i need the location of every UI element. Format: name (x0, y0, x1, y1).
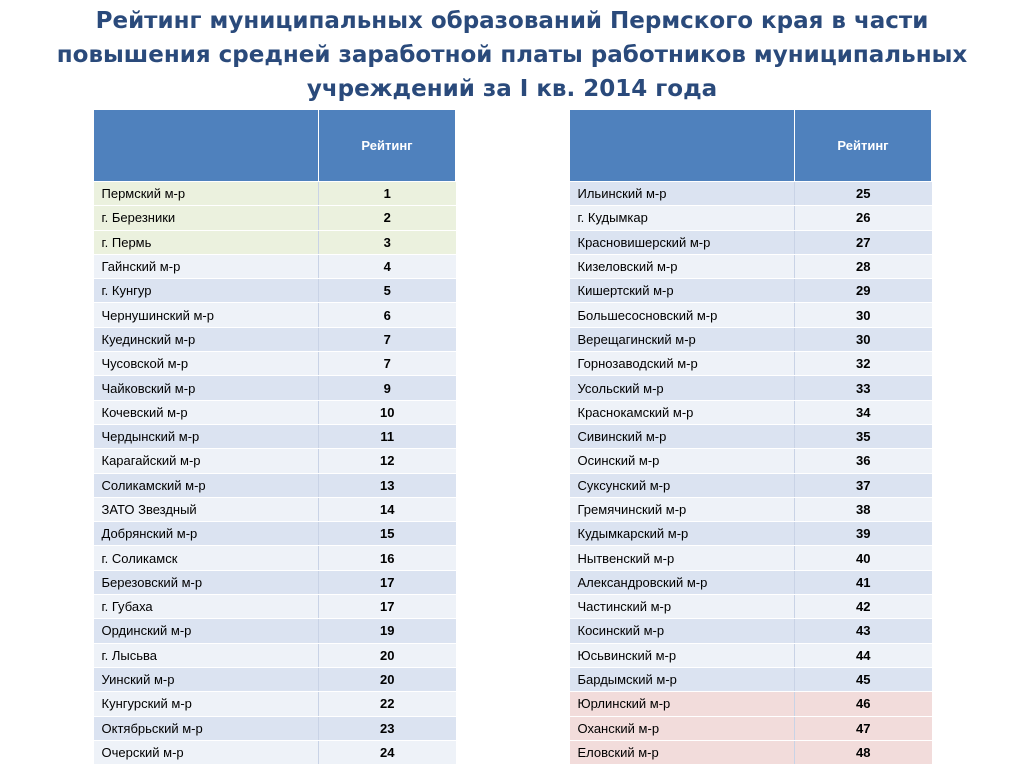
municipality-name: Кишертский м-р (570, 279, 795, 303)
rating-value: 32 (795, 352, 932, 376)
table-row (570, 449, 932, 473)
table-row (570, 619, 932, 643)
rating-value: 20 (319, 643, 456, 667)
rating-value: 17 (319, 570, 456, 594)
rating-value: 48 (795, 740, 932, 764)
rating-value: 7 (319, 352, 456, 376)
municipality-name: г. Губаха (94, 595, 319, 619)
municipality-name: Ильинский м-р (570, 182, 795, 206)
column-header-rank: Рейтинг (319, 110, 456, 182)
table-row (570, 643, 932, 667)
table-row (94, 327, 456, 351)
table-row (570, 182, 932, 206)
table-row (570, 376, 932, 400)
municipality-name: ЗАТО Звездный (94, 497, 319, 521)
rating-value: 2 (319, 206, 456, 230)
municipality-name: Усольский м-р (570, 376, 795, 400)
municipality-name: Еловский м-р (570, 740, 795, 764)
rating-value: 27 (795, 230, 932, 254)
table-header-row (94, 110, 456, 182)
table-row (94, 254, 456, 278)
municipality-name: Горнозаводский м-р (570, 352, 795, 376)
rating-value: 30 (795, 327, 932, 351)
municipality-name: г. Пермь (94, 230, 319, 254)
rating-value: 25 (795, 182, 932, 206)
column-header-rank: Рейтинг (795, 110, 932, 182)
table-row (94, 643, 456, 667)
table-row (570, 254, 932, 278)
rating-value: 19 (319, 619, 456, 643)
rating-value: 5 (319, 279, 456, 303)
municipality-name: Александровский м-р (570, 570, 795, 594)
table-row (570, 230, 932, 254)
municipality-name: Октябрьский м-р (94, 716, 319, 740)
municipality-name: г. Лысьва (94, 643, 319, 667)
rating-value: 17 (319, 595, 456, 619)
table-row (94, 473, 456, 497)
rating-value: 36 (795, 449, 932, 473)
municipality-name: Чайковский м-р (94, 376, 319, 400)
rating-value: 45 (795, 667, 932, 691)
rating-value: 38 (795, 497, 932, 521)
table-row (94, 303, 456, 327)
municipality-name: Оханский м-р (570, 716, 795, 740)
rating-value: 1 (319, 182, 456, 206)
table-row (94, 400, 456, 424)
municipality-name: Косинский м-р (570, 619, 795, 643)
table-row (94, 182, 456, 206)
table-row (570, 692, 932, 716)
municipality-name: Чусовской м-р (94, 352, 319, 376)
municipality-name: Бардымский м-р (570, 667, 795, 691)
table-row (570, 279, 932, 303)
rating-value: 22 (319, 692, 456, 716)
table-row (94, 230, 456, 254)
table-row (570, 497, 932, 521)
table-row (94, 352, 456, 376)
municipality-name: Ординский м-р (94, 619, 319, 643)
municipality-name: Гайнский м-р (94, 254, 319, 278)
municipality-name: Нытвенский м-р (570, 546, 795, 570)
table-row (94, 546, 456, 570)
rating-value: 43 (795, 619, 932, 643)
table-row (570, 206, 932, 230)
table-row (570, 327, 932, 351)
municipality-name: Юрлинский м-р (570, 692, 795, 716)
rating-value: 37 (795, 473, 932, 497)
municipality-name: Кудымкарский м-р (570, 522, 795, 546)
rating-value: 42 (795, 595, 932, 619)
municipality-name: Очерский м-р (94, 740, 319, 764)
table-body-left (94, 182, 456, 765)
rating-value: 6 (319, 303, 456, 327)
rating-value: 10 (319, 400, 456, 424)
rating-value: 7 (319, 327, 456, 351)
table-row (570, 570, 932, 594)
municipality-name: Суксунский м-р (570, 473, 795, 497)
table-row (94, 497, 456, 521)
table-row (94, 692, 456, 716)
rating-value: 11 (319, 424, 456, 448)
municipality-name: Большесосновский м-р (570, 303, 795, 327)
table-row (94, 716, 456, 740)
page-title: Рейтинг муниципальных образований Пермского края в части повышения средней заработной платы работников муниципальных учреждений за I кв. 2014 года (56, 8, 968, 102)
table-row (94, 667, 456, 691)
table-header-row (570, 110, 932, 182)
municipality-name: г. Кудымкар (570, 206, 795, 230)
rating-value: 20 (319, 667, 456, 691)
rating-table-right (569, 109, 932, 765)
municipality-name: Кунгурский м-р (94, 692, 319, 716)
rating-value: 16 (319, 546, 456, 570)
municipality-name: Кизеловский м-р (570, 254, 795, 278)
rating-value: 15 (319, 522, 456, 546)
municipality-name: Березовский м-р (94, 570, 319, 594)
municipality-name: Чердынский м-р (94, 424, 319, 448)
municipality-name: Куединский м-р (94, 327, 319, 351)
rating-value: 35 (795, 424, 932, 448)
rating-value: 12 (319, 449, 456, 473)
table-row (570, 473, 932, 497)
municipality-name: Краснокамский м-р (570, 400, 795, 424)
rating-value: 44 (795, 643, 932, 667)
rating-value: 30 (795, 303, 932, 327)
table-row (570, 303, 932, 327)
rating-value: 41 (795, 570, 932, 594)
table-row (94, 740, 456, 764)
table-row (570, 740, 932, 764)
rating-value: 28 (795, 254, 932, 278)
rating-value: 23 (319, 716, 456, 740)
table-row (94, 279, 456, 303)
column-header-name (570, 110, 795, 182)
rating-value: 40 (795, 546, 932, 570)
rating-value: 24 (319, 740, 456, 764)
column-header-name (94, 110, 319, 182)
rating-table-left (93, 109, 456, 765)
table-row (570, 352, 932, 376)
table-row (570, 667, 932, 691)
table-row (570, 716, 932, 740)
municipality-name: Кочевский м-р (94, 400, 319, 424)
table-row (570, 546, 932, 570)
municipality-name: Частинский м-р (570, 595, 795, 619)
table-row (570, 595, 932, 619)
municipality-name: Гремячинский м-р (570, 497, 795, 521)
municipality-name: Соликамский м-р (94, 473, 319, 497)
rating-value: 47 (795, 716, 932, 740)
municipality-name: г. Березники (94, 206, 319, 230)
table-row (94, 522, 456, 546)
table-row (94, 619, 456, 643)
municipality-name: Красновишерский м-р (570, 230, 795, 254)
rating-value: 33 (795, 376, 932, 400)
rating-value: 3 (319, 230, 456, 254)
rating-value: 29 (795, 279, 932, 303)
table-row (94, 570, 456, 594)
municipality-name: Карагайский м-р (94, 449, 319, 473)
municipality-name: Добрянский м-р (94, 522, 319, 546)
municipality-name: Чернушинский м-р (94, 303, 319, 327)
municipality-name: г. Соликамск (94, 546, 319, 570)
municipality-name: Юсьвинский м-р (570, 643, 795, 667)
municipality-name: г. Кунгур (94, 279, 319, 303)
municipality-name: Верещагинский м-р (570, 327, 795, 351)
rating-value: 39 (795, 522, 932, 546)
rating-value: 34 (795, 400, 932, 424)
table-row (570, 522, 932, 546)
rating-value: 4 (319, 254, 456, 278)
table-row (94, 449, 456, 473)
municipality-name: Уинский м-р (94, 667, 319, 691)
rating-value: 14 (319, 497, 456, 521)
municipality-name: Осинский м-р (570, 449, 795, 473)
rating-value: 9 (319, 376, 456, 400)
table-row (570, 400, 932, 424)
rating-value: 26 (795, 206, 932, 230)
table-row (94, 595, 456, 619)
rating-value: 46 (795, 692, 932, 716)
municipality-name: Пермский м-р (94, 182, 319, 206)
rating-value: 13 (319, 473, 456, 497)
table-body-right (570, 182, 932, 765)
table-row (570, 424, 932, 448)
table-row (94, 424, 456, 448)
municipality-name: Сивинский м-р (570, 424, 795, 448)
table-row (94, 376, 456, 400)
table-row (94, 206, 456, 230)
